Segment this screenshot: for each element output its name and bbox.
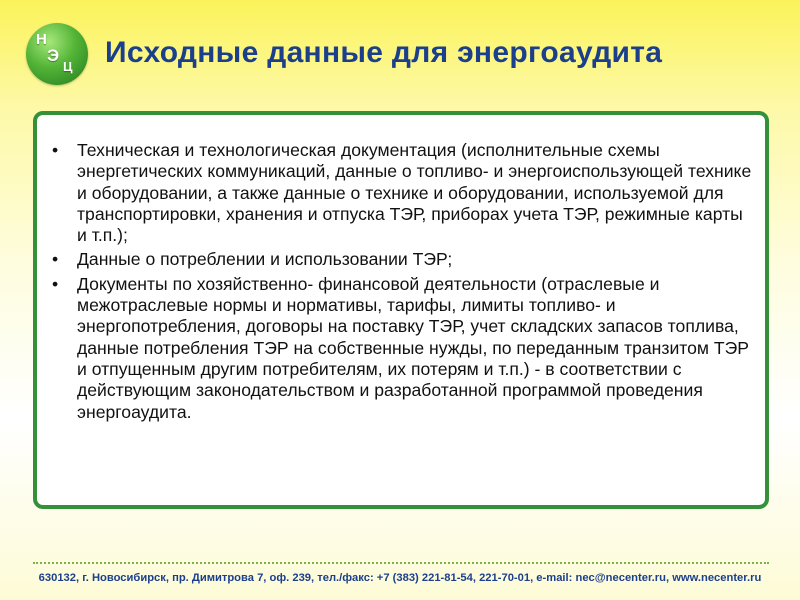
footer-contact: 630132, г. Новосибирск, пр. Димитрова 7, оф. 239, тел./факс: +7 (383) 221-81-54, 221-70-01, e-mail: nec@necenter.ru, www.necenter.ru [38,572,762,584]
logo-letter-3: Ц [63,59,73,74]
bullet-item: • Документы по хозяйственно- финансовой деятельности (отраслевые и межотраслевые нормы и нормативы, тарифы, лимиты топливо- и энергопотребления, договоры на поставку ТЭР, учет складских запасов топлива, данные потребления ТЭР на собственные нужды, по переданным транзитом ТЭР и отпущенным другим потребителям, их потерям и т.п.) - в соответствии с действующим законодательством и разработанной программой проведения энергоаудита. [50,274,755,423]
footer-divider [33,562,769,564]
logo-letter-2: Э [47,46,60,65]
bullet-item: • Данные о потреблении и использовании ТЭР; [50,249,755,270]
logo [26,23,88,85]
bullet-item: • Техническая и технологическая документация (исполнительные схемы энергетических коммуникаций, данные о топливо- и энергоиспользующей технике и оборудовании, а также данные о технике и оборудовании, используемой для транспортировки, хранения и отпуска ТЭР, приборах учета ТЭР, режимные карты и т.п.); [50,140,755,246]
bullet-list [50,140,755,426]
logo-letter-1: Н [36,31,47,48]
slide-title: Исходные данные для энергоаудита [105,36,663,69]
